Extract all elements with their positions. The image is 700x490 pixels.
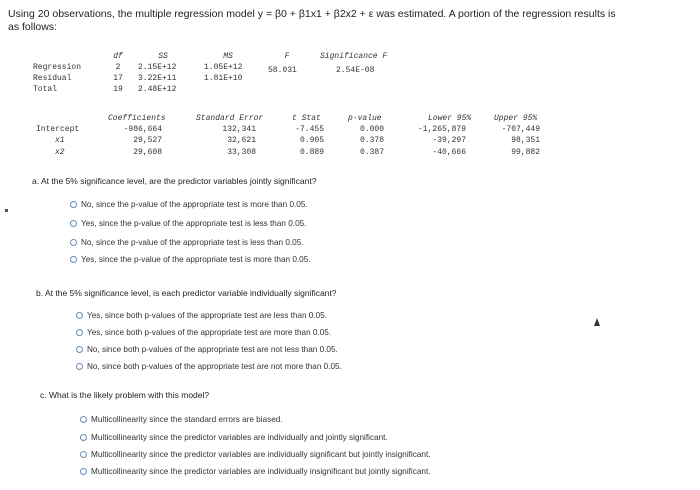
anova-cell-f: 58.031 [268,66,297,75]
coef-cell-p-value: 0.000 [359,125,384,134]
radio-icon[interactable] [76,363,83,370]
anova-cell-ms: 1.81E+10 [204,74,243,83]
question-b-option-1[interactable] [76,311,327,320]
coef-row-label: x2 [55,148,65,157]
anova-cell-significance-f: 2.54E-08 [336,66,375,75]
coef-header-upper-95: Upper 95% [494,114,538,123]
coef-cell-upper-95: 98,351 [511,136,540,145]
coef-cell-standard-error: 33,308 [227,148,256,157]
anova-row-label: Total [33,85,58,94]
radio-icon[interactable] [70,201,77,208]
anova-cell-df: 19 [113,85,123,94]
option-label: No, since the p-value of the appropriate test is more than 0.05. [81,200,308,209]
option-label: No, since both p-values of the appropriate test are not less than 0.05. [87,345,338,354]
option-label: Multicollinearity since the predictor variables are individually insignificant but jointly significant. [91,467,431,476]
coef-cell-standard-error: 132,341 [222,125,256,134]
anova-header-ms: MS [223,52,233,61]
radio-icon[interactable] [80,416,87,423]
question-c-option-1[interactable] [80,415,283,424]
anova-cell-df: 17 [113,74,123,83]
option-label: Multicollinearity since the predictor variables are individually and jointly significant. [91,433,388,442]
option-label: Yes, since the p-value of the appropriate test is more than 0.05. [81,255,311,264]
question-c-text: c. What is the likely problem with this model? [40,390,210,400]
radio-icon[interactable] [70,220,77,227]
anova-header-ss: SS [158,52,168,61]
intro-line-1: Using 20 observations, the multiple regression model y = β0 + β1x1 + β2x2 + ε was estimated. A portion of the regression results is [8,8,616,20]
question-c-option-2[interactable] [80,433,388,442]
anova-header-significance-f: Significance F [320,52,388,61]
coef-row-label: Intercept [36,125,80,134]
coef-cell-coefficient: -986,664 [123,125,162,134]
anova-header-f: F [284,52,290,61]
coef-header-lower-95: Lower 95% [428,114,472,123]
coef-cell-coefficient: 29,527 [133,136,162,145]
coef-header-standard-error: Standard Error [196,114,264,123]
coef-cell-t-stat: 0.905 [299,136,324,145]
option-label: Yes, since the p-value of the appropriate test is less than 0.05. [81,219,307,228]
radio-icon[interactable] [80,468,87,475]
anova-cell-ss: 2.48E+12 [138,85,177,94]
option-label: No, since both p-values of the appropriate test are not more than 0.05. [87,362,342,371]
question-c-option-4[interactable] [80,467,431,476]
coef-cell-upper-95: 99,882 [511,148,540,157]
question-a-option-3[interactable] [70,238,304,247]
radio-icon[interactable] [76,329,83,336]
anova-row-label: Residual [33,74,72,83]
anova-cell-df: 2 [115,63,121,72]
coef-cell-standard-error: 32,621 [227,136,256,145]
question-a-option-1[interactable] [70,200,308,209]
question-b-option-3[interactable] [76,345,338,354]
anova-cell-ss: 3.22E+11 [138,74,177,83]
question-a-option-4[interactable] [70,255,311,264]
coef-cell-coefficient: 29,608 [133,148,162,157]
option-label: Multicollinearity since the standard errors are biased. [91,415,283,424]
mouse-cursor-icon [594,318,600,326]
question-a-text: a. At the 5% significance level, are the predictor variables jointly significant? [32,176,317,186]
coef-cell-t-stat: 0.889 [299,148,324,157]
coef-cell-t-stat: -7.455 [295,125,324,134]
question-c-option-3[interactable] [80,450,431,459]
radio-icon[interactable] [70,239,77,246]
question-b-text: b. At the 5% significance level, is each predictor variable individually significant? [36,288,337,298]
radio-icon[interactable] [80,434,87,441]
coef-cell-lower-95: -1,265,879 [417,125,466,134]
coef-header-coefficients: Coefficients [108,114,166,123]
page-marker [5,209,8,212]
option-label: Yes, since both p-values of the appropriate test are more than 0.05. [87,328,332,337]
coef-cell-lower-95: -40,666 [432,148,466,157]
anova-cell-ss: 2.15E+12 [138,63,177,72]
coef-header-t-stat: t Stat [292,114,321,123]
anova-row-label: Regression [33,63,82,72]
intro-line-2: as follows: [8,21,58,33]
option-label: Yes, since both p-values of the appropriate test are less than 0.05. [87,311,328,320]
radio-icon[interactable] [70,256,77,263]
coef-header-p-value: p-value [348,114,382,123]
question-b-option-4[interactable] [76,362,342,371]
radio-icon[interactable] [76,346,83,353]
question-intro [8,8,692,34]
radio-icon[interactable] [80,451,87,458]
option-label: Multicollinearity since the predictor variables are individually significant but jointly insignificant. [91,450,431,459]
question-b-option-2[interactable] [76,328,331,337]
coef-row-label: x1 [55,136,65,145]
option-label: No, since the p-value of the appropriate test is less than 0.05. [81,238,304,247]
coef-cell-upper-95: -707,449 [501,125,540,134]
coef-cell-p-value: 0.378 [359,136,384,145]
anova-cell-ms: 1.05E+12 [204,63,243,72]
question-a-option-2[interactable] [70,219,306,228]
anova-header-df: df [113,52,123,61]
coef-cell-p-value: 0.387 [359,148,384,157]
radio-icon[interactable] [76,312,83,319]
coef-cell-lower-95: -39,297 [432,136,466,145]
